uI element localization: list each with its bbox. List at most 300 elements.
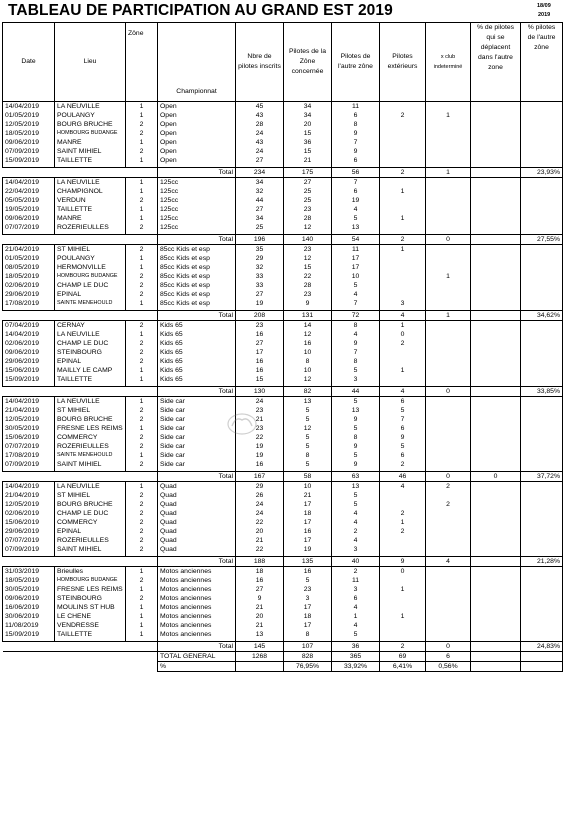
cell-pct-autre xyxy=(521,460,563,469)
cell-championnat: 85cc Kids et esp xyxy=(158,245,236,255)
percent-row xyxy=(3,662,563,672)
cell-championnat: Quad xyxy=(158,518,236,527)
participation-table-container xyxy=(2,22,563,672)
cell-championnat: Open xyxy=(158,129,236,138)
cell-exterieurs: 2 xyxy=(380,509,426,518)
cell-exterieurs: 2 xyxy=(380,111,426,120)
cell-inscrits: 17 xyxy=(236,348,284,357)
cell-pct-deplacent xyxy=(471,348,521,357)
cell-championnat: 85cc Kids et esp xyxy=(158,272,236,281)
table-row xyxy=(3,585,563,594)
cell-pct-deplacent xyxy=(471,518,521,527)
cell-inscrits: 34 xyxy=(236,178,284,188)
cell-autre-zone: 17 xyxy=(332,254,380,263)
cell-pct-autre xyxy=(521,272,563,281)
cell-xclub xyxy=(426,245,471,255)
cell-championnat: Kids 65 xyxy=(158,366,236,375)
cell-exterieurs: 0 xyxy=(380,567,426,577)
cell-pct-deplacent xyxy=(471,536,521,545)
table-row xyxy=(3,630,563,639)
total-label: Total xyxy=(158,311,236,321)
cell-autre-zone: 7 xyxy=(332,299,380,308)
cell-inscrits: 24 xyxy=(236,147,284,156)
table-row xyxy=(3,339,563,348)
cell-date: 29/06/2019 xyxy=(3,357,55,366)
cell-lieu: HERMONVILLE xyxy=(55,263,126,272)
table-row xyxy=(3,397,563,407)
cell-lieu: HOMBOURG BUDANGE xyxy=(55,576,126,585)
table-row xyxy=(3,451,563,460)
table-row xyxy=(3,281,563,290)
table-row xyxy=(3,594,563,603)
cell-zone: 1 xyxy=(126,263,158,272)
cell-exterieurs: 1 xyxy=(380,214,426,223)
cell-lieu: STEINBOURG xyxy=(55,348,126,357)
cell-pct-autre xyxy=(521,129,563,138)
cell-inscrits: 26 xyxy=(236,491,284,500)
cell-autre-zone: 8 xyxy=(332,357,380,366)
cell-inscrits: 21 xyxy=(236,603,284,612)
cell-autre-zone: 4 xyxy=(332,621,380,630)
cell-pct-deplacent xyxy=(471,196,521,205)
total-row-blank xyxy=(3,235,158,245)
cell-pct-deplacent xyxy=(471,491,521,500)
total-row xyxy=(3,472,563,482)
table-row xyxy=(3,415,563,424)
cell-zone-concernee: 17 xyxy=(284,518,332,527)
cell-zone: 1 xyxy=(126,451,158,460)
cell-inscrits: 23 xyxy=(236,406,284,415)
cell-lieu: COMMERCY xyxy=(55,518,126,527)
cell-exterieurs xyxy=(380,630,426,639)
cell-zone: 1 xyxy=(126,111,158,120)
cell-xclub xyxy=(426,254,471,263)
table-body xyxy=(3,102,563,672)
percent-value xyxy=(521,662,563,672)
cell-date: 29/06/2019 xyxy=(3,527,55,536)
cell-lieu: BOURG BRUCHE xyxy=(55,500,126,509)
cell-zone: 1 xyxy=(126,397,158,407)
cell-autre-zone: 17 xyxy=(332,263,380,272)
cell-pct-autre xyxy=(521,111,563,120)
header-exterieurs: Pilotes extérieurs xyxy=(380,23,426,102)
cell-pct-autre xyxy=(521,321,563,331)
cell-date: 21/04/2019 xyxy=(3,406,55,415)
cell-autre-zone: 13 xyxy=(332,482,380,492)
cell-exterieurs: 6 xyxy=(380,397,426,407)
cell-pct-autre xyxy=(521,223,563,232)
total-xclub: 0 xyxy=(426,235,471,245)
table-row xyxy=(3,263,563,272)
cell-pct-deplacent xyxy=(471,147,521,156)
cell-autre-zone: 9 xyxy=(332,147,380,156)
cell-zone-concernee: 5 xyxy=(284,406,332,415)
cell-exterieurs xyxy=(380,147,426,156)
total-pct-autre: 34,62% xyxy=(521,311,563,321)
total-row xyxy=(3,642,563,652)
table-row xyxy=(3,187,563,196)
cell-inscrits: 16 xyxy=(236,357,284,366)
cell-pct-deplacent xyxy=(471,406,521,415)
grand-total-value: 6 xyxy=(426,652,471,662)
cell-zone: 1 xyxy=(126,366,158,375)
cell-exterieurs xyxy=(380,357,426,366)
cell-inscrits: 15 xyxy=(236,375,284,384)
cell-pct-autre xyxy=(521,603,563,612)
cell-championnat: 85cc Kids et esp xyxy=(158,254,236,263)
cell-championnat: 85cc Kids et esp xyxy=(158,263,236,272)
cell-lieu: EPINAL xyxy=(55,290,126,299)
cell-zone: 2 xyxy=(126,460,158,469)
cell-xclub xyxy=(426,460,471,469)
cell-autre-zone: 2 xyxy=(332,567,380,577)
cell-exterieurs: 6 xyxy=(380,424,426,433)
cell-pct-autre xyxy=(521,330,563,339)
table-row xyxy=(3,509,563,518)
cell-championnat: Open xyxy=(158,138,236,147)
percent-value: 76,95% xyxy=(284,662,332,672)
cell-inscrits: 32 xyxy=(236,187,284,196)
cell-exterieurs: 0 xyxy=(380,330,426,339)
total-exterieurs: 2 xyxy=(380,168,426,178)
cell-pct-autre xyxy=(521,147,563,156)
cell-exterieurs xyxy=(380,120,426,129)
cell-pct-deplacent xyxy=(471,612,521,621)
cell-zone-concernee: 16 xyxy=(284,339,332,348)
cell-pct-deplacent xyxy=(471,415,521,424)
cell-zone: 2 xyxy=(126,348,158,357)
cell-autre-zone: 8 xyxy=(332,321,380,331)
cell-pct-autre xyxy=(521,509,563,518)
table-row xyxy=(3,576,563,585)
cell-xclub xyxy=(426,406,471,415)
total-pct-deplacent xyxy=(471,311,521,321)
cell-exterieurs xyxy=(380,102,426,112)
cell-exterieurs: 5 xyxy=(380,442,426,451)
cell-championnat: Side car xyxy=(158,406,236,415)
cell-championnat: Kids 65 xyxy=(158,339,236,348)
cell-lieu: SAINTE MENEHOULD xyxy=(55,451,126,460)
cell-zone: 1 xyxy=(126,585,158,594)
cell-autre-zone: 6 xyxy=(332,187,380,196)
table-row xyxy=(3,536,563,545)
total-exterieurs: 4 xyxy=(380,387,426,397)
cell-zone-concernee: 10 xyxy=(284,348,332,357)
cell-xclub xyxy=(426,415,471,424)
cell-autre-zone: 4 xyxy=(332,518,380,527)
cell-date: 11/08/2019 xyxy=(3,621,55,630)
cell-inscrits: 27 xyxy=(236,205,284,214)
cell-xclub xyxy=(426,491,471,500)
total-inscrits: 196 xyxy=(236,235,284,245)
cell-championnat: Kids 65 xyxy=(158,330,236,339)
cell-xclub: 2 xyxy=(426,482,471,492)
cell-autre-zone: 5 xyxy=(332,281,380,290)
cell-inscrits: 21 xyxy=(236,415,284,424)
percent-blank xyxy=(3,662,158,672)
cell-zone-concernee: 3 xyxy=(284,594,332,603)
cell-lieu: STEINBOURG xyxy=(55,594,126,603)
cell-lieu: LA NEUVILLE xyxy=(55,397,126,407)
cell-inscrits: 23 xyxy=(236,321,284,331)
grand-total-value: 365 xyxy=(332,652,380,662)
cell-zone-concernee: 21 xyxy=(284,156,332,165)
cell-championnat: Motos anciennes xyxy=(158,594,236,603)
cell-pct-deplacent xyxy=(471,272,521,281)
cell-date: 01/05/2019 xyxy=(3,254,55,263)
cell-inscrits: 19 xyxy=(236,451,284,460)
total-exterieurs: 9 xyxy=(380,557,426,567)
cell-autre-zone: 19 xyxy=(332,196,380,205)
cell-pct-deplacent xyxy=(471,330,521,339)
cell-autre-zone: 9 xyxy=(332,129,380,138)
cell-zone-concernee: 28 xyxy=(284,214,332,223)
cell-date: 29/06/2019 xyxy=(3,290,55,299)
cell-championnat: Motos anciennes xyxy=(158,621,236,630)
cell-zone: 2 xyxy=(126,594,158,603)
table-row xyxy=(3,290,563,299)
grand-total-value xyxy=(521,652,563,662)
cell-championnat: 125cc xyxy=(158,178,236,188)
cell-lieu: TAILLETTE xyxy=(55,375,126,384)
cell-championnat: Quad xyxy=(158,527,236,536)
cell-autre-zone: 4 xyxy=(332,290,380,299)
total-autre-zone: 44 xyxy=(332,387,380,397)
cell-zone-concernee: 36 xyxy=(284,138,332,147)
cell-championnat: Side car xyxy=(158,460,236,469)
total-row xyxy=(3,168,563,178)
cell-pct-autre xyxy=(521,245,563,255)
cell-zone: 1 xyxy=(126,138,158,147)
cell-autre-zone: 5 xyxy=(332,491,380,500)
cell-pct-autre xyxy=(521,187,563,196)
cell-pct-autre xyxy=(521,299,563,308)
cell-pct-autre xyxy=(521,281,563,290)
cell-zone: 1 xyxy=(126,621,158,630)
cell-exterieurs: 6 xyxy=(380,451,426,460)
header-zone-concernee: Pilotes de la Zône concernée xyxy=(284,23,332,102)
cell-pct-autre xyxy=(521,196,563,205)
cell-exterieurs xyxy=(380,254,426,263)
cell-autre-zone: 5 xyxy=(332,424,380,433)
page-title: TABLEAU DE PARTICIPATION AU GRAND EST 2019 xyxy=(8,2,393,19)
cell-championnat: Quad xyxy=(158,545,236,554)
cell-autre-zone: 8 xyxy=(332,433,380,442)
table-row xyxy=(3,330,563,339)
cell-pct-deplacent xyxy=(471,366,521,375)
cell-championnat: 125cc xyxy=(158,205,236,214)
cell-lieu: FRESNE LES REIMS xyxy=(55,424,126,433)
cell-championnat: 85cc Kids et esp xyxy=(158,281,236,290)
total-row-blank xyxy=(3,168,158,178)
cell-zone-concernee: 17 xyxy=(284,500,332,509)
cell-xclub xyxy=(426,187,471,196)
table-row xyxy=(3,527,563,536)
cell-date: 15/06/2019 xyxy=(3,433,55,442)
cell-exterieurs xyxy=(380,500,426,509)
cell-inscrits: 24 xyxy=(236,509,284,518)
cell-exterieurs xyxy=(380,272,426,281)
cell-exterieurs xyxy=(380,196,426,205)
cell-zone: 1 xyxy=(126,205,158,214)
cell-xclub xyxy=(426,536,471,545)
cell-zone-concernee: 9 xyxy=(284,299,332,308)
cell-date: 14/04/2019 xyxy=(3,397,55,407)
cell-pct-deplacent xyxy=(471,263,521,272)
cell-zone: 1 xyxy=(126,102,158,112)
total-exterieurs: 46 xyxy=(380,472,426,482)
cell-pct-autre xyxy=(521,527,563,536)
cell-zone: 2 xyxy=(126,415,158,424)
cell-pct-deplacent xyxy=(471,339,521,348)
cell-autre-zone: 13 xyxy=(332,406,380,415)
report-date-year: 2019 xyxy=(538,12,551,18)
cell-autre-zone: 9 xyxy=(332,460,380,469)
cell-lieu: CHAMPIGNOL xyxy=(55,187,126,196)
total-row xyxy=(3,557,563,567)
cell-date: 18/05/2019 xyxy=(3,576,55,585)
cell-championnat: Side car xyxy=(158,451,236,460)
cell-zone: 2 xyxy=(126,129,158,138)
cell-xclub xyxy=(426,339,471,348)
header-championnat: Championnat xyxy=(158,23,236,102)
cell-zone-concernee: 5 xyxy=(284,442,332,451)
percent-label: % xyxy=(158,662,236,672)
cell-inscrits: 28 xyxy=(236,120,284,129)
cell-zone-concernee: 12 xyxy=(284,330,332,339)
cell-autre-zone: 13 xyxy=(332,223,380,232)
cell-pct-deplacent xyxy=(471,205,521,214)
table-row xyxy=(3,348,563,357)
cell-lieu: MAILLY LE CAMP xyxy=(55,366,126,375)
header-zone: Zône xyxy=(126,23,158,102)
table-row xyxy=(3,102,563,112)
cell-xclub xyxy=(426,321,471,331)
cell-inscrits: 24 xyxy=(236,129,284,138)
total-pct-autre: 37,72% xyxy=(521,472,563,482)
grand-total-blank xyxy=(3,652,158,662)
cell-pct-autre xyxy=(521,491,563,500)
cell-autre-zone: 6 xyxy=(332,111,380,120)
cell-pct-autre xyxy=(521,442,563,451)
cell-zone-concernee: 23 xyxy=(284,245,332,255)
cell-pct-autre xyxy=(521,567,563,577)
cell-pct-deplacent xyxy=(471,621,521,630)
cell-zone-concernee: 8 xyxy=(284,357,332,366)
total-pct-deplacent xyxy=(471,557,521,567)
cell-pct-deplacent xyxy=(471,603,521,612)
cell-xclub xyxy=(426,375,471,384)
total-xclub: 1 xyxy=(426,168,471,178)
grand-total-value xyxy=(471,652,521,662)
cell-autre-zone: 2 xyxy=(332,527,380,536)
total-autre-zone: 63 xyxy=(332,472,380,482)
cell-date: 19/05/2019 xyxy=(3,205,55,214)
cell-autre-zone: 6 xyxy=(332,156,380,165)
table-row xyxy=(3,460,563,469)
cell-pct-deplacent xyxy=(471,120,521,129)
cell-xclub xyxy=(426,518,471,527)
cell-exterieurs xyxy=(380,536,426,545)
cell-zone: 1 xyxy=(126,187,158,196)
cell-lieu: CHAMP LE DUC xyxy=(55,509,126,518)
cell-zone: 2 xyxy=(126,576,158,585)
cell-pct-deplacent xyxy=(471,567,521,577)
cell-zone: 1 xyxy=(126,603,158,612)
cell-inscrits: 20 xyxy=(236,612,284,621)
cell-xclub xyxy=(426,348,471,357)
percent-value: 6,41% xyxy=(380,662,426,672)
total-row-blank xyxy=(3,311,158,321)
cell-pct-deplacent xyxy=(471,357,521,366)
cell-exterieurs xyxy=(380,263,426,272)
cell-autre-zone: 5 xyxy=(332,366,380,375)
cell-exterieurs: 3 xyxy=(380,299,426,308)
cell-date: 07/09/2019 xyxy=(3,460,55,469)
percent-value: 33,92% xyxy=(332,662,380,672)
cell-date: 15/09/2019 xyxy=(3,156,55,165)
table-row xyxy=(3,366,563,375)
cell-championnat: Kids 65 xyxy=(158,357,236,366)
total-zone-concernee: 107 xyxy=(284,642,332,652)
cell-exterieurs xyxy=(380,576,426,585)
cell-xclub xyxy=(426,178,471,188)
cell-lieu: ROZERIEULLES xyxy=(55,536,126,545)
cell-xclub xyxy=(426,214,471,223)
cell-zone-concernee: 5 xyxy=(284,433,332,442)
cell-inscrits: 19 xyxy=(236,299,284,308)
cell-zone: 2 xyxy=(126,120,158,129)
cell-pct-deplacent xyxy=(471,187,521,196)
cell-championnat: Motos anciennes xyxy=(158,630,236,639)
cell-date: 30/05/2019 xyxy=(3,424,55,433)
cell-pct-autre xyxy=(521,482,563,492)
cell-autre-zone: 4 xyxy=(332,536,380,545)
cell-inscrits: 24 xyxy=(236,500,284,509)
cell-pct-autre xyxy=(521,254,563,263)
cell-zone: 2 xyxy=(126,518,158,527)
cell-inscrits: 27 xyxy=(236,585,284,594)
cell-pct-autre xyxy=(521,518,563,527)
total-inscrits: 188 xyxy=(236,557,284,567)
cell-zone-concernee: 17 xyxy=(284,621,332,630)
cell-date: 17/08/2019 xyxy=(3,299,55,308)
cell-autre-zone: 8 xyxy=(332,120,380,129)
cell-pct-autre xyxy=(521,120,563,129)
total-zone-concernee: 58 xyxy=(284,472,332,482)
header-inscrits: Nbre de pilotes inscrits xyxy=(236,23,284,102)
cell-zone-concernee: 18 xyxy=(284,612,332,621)
cell-date: 12/05/2019 xyxy=(3,120,55,129)
cell-lieu: CHAMP LE DUC xyxy=(55,281,126,290)
table-row xyxy=(3,621,563,630)
cell-date: 09/06/2019 xyxy=(3,214,55,223)
total-zone-concernee: 131 xyxy=(284,311,332,321)
cell-date: 16/06/2019 xyxy=(3,603,55,612)
cell-xclub xyxy=(426,330,471,339)
cell-date: 02/06/2019 xyxy=(3,509,55,518)
cell-inscrits: 29 xyxy=(236,482,284,492)
cell-date: 18/05/2019 xyxy=(3,129,55,138)
cell-zone-concernee: 21 xyxy=(284,491,332,500)
cell-pct-deplacent xyxy=(471,178,521,188)
cell-zone-concernee: 34 xyxy=(284,102,332,112)
cell-zone-concernee: 8 xyxy=(284,451,332,460)
cell-inscrits: 23 xyxy=(236,424,284,433)
cell-zone-concernee: 5 xyxy=(284,576,332,585)
cell-inscrits: 44 xyxy=(236,196,284,205)
cell-autre-zone: 7 xyxy=(332,138,380,147)
